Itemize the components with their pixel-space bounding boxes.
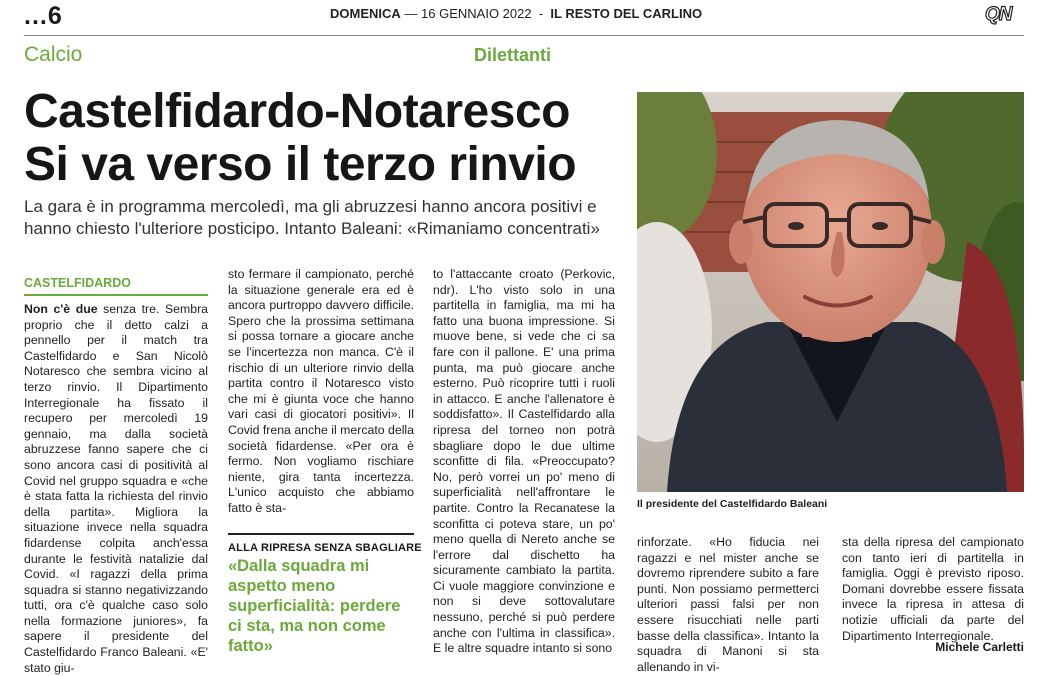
masthead-day: DOMENICA <box>330 6 401 21</box>
page-number: ...6 <box>24 2 63 30</box>
president-photo <box>637 92 1024 492</box>
masthead-newspaper: IL RESTO DEL CARLINO <box>550 6 703 21</box>
pull-quote-label: ALLA RIPRESA SENZA SBAGLIARE <box>228 542 422 554</box>
article-column-4 <box>637 535 819 675</box>
pull-quote-rule <box>228 533 414 535</box>
qn-logo: QN <box>985 4 1012 25</box>
headline-line-1: Castelfidardo-Notaresco <box>24 85 570 138</box>
summary: La gara è in programma mercoledì, ma gli abruzzesi hanno ancora positivi e hanno chiesto l'ulteriore posticipo. Intanto Baleani: «Rimaniamo concentrati» <box>24 197 600 238</box>
masthead-separator: — <box>404 6 418 21</box>
column-1-text: senza tre. Sembra proprio che il detto calzi a pennello per il match tra Castelfidardo e San Nicolò Notaresco che sembra vicino al terzo rinvio. Il Dipartimento Interregionale ha fissato il recupero per mercoledì 19 gennaio, ma dalla società abruzzese fanno sapere che ci sono ancora casi di positività al Covid nel gruppo squadra e «che è stata fatta la richiesta del rinvio della partita». Migliora la situazione invece nella squadra fidardense colpita anch'essa durante le festività natalizie dal Covid. «I ragazzi della prima squadra si stanno negativizzando tutti, ora c'è qualche caso solo nella formazione juniores», fa sapere il presidente del Castelfidardo Franco Baleani. «E' stato giu- <box>24 302 209 675</box>
header-rule <box>24 35 1024 36</box>
headline <box>24 85 634 191</box>
column-5-text: sta della ripresa del campionato con tanto ieri di partitella in famiglia. Oggi è previsto riposo. Domani dovrebbe essere fissata invece la ripresa in attesa di notizie ufficiali da parte del Dipartimento Interregionale. <box>842 535 1024 643</box>
column-2-text: sto fermare il campionato, perché la situazione generale era ed è ancora purtroppo davvero difficile. Spero che la prossima settimana si possa tornare a giocare anche se l'incertezza non manca. C'è il rischio di un ulteriore rinvio della partita contro il Notaresco visto che mi è giunta voce che hanno vari casi di giocatori positivi». Il Covid frena anche il mercato della società fidardense. «Per ora è fermo. Non vogliamo rischiare niente, gira tanta incertezza. L'unico acquisto che abbiamo fatto è sta- <box>228 267 414 515</box>
category-label: Dilettanti <box>474 45 552 65</box>
column-4-text: rinforzate. «Ho fiducia nei ragazzi e nel mister anche se dovremo riprendere subito a fare punti. Non possiamo permetterci ulteriori passi falsi per non essere risucchiati nelle parti basse della classifica». Intanto la squadra di Manoni si sta allenando in vi- <box>637 535 819 674</box>
byline: Michele Carletti <box>935 640 1024 654</box>
section-label: Calcio <box>24 43 83 66</box>
lead-bold: Non c'è due <box>24 302 98 316</box>
article-column-3 <box>433 267 615 657</box>
masthead-date: 16 GENNAIO 2022 <box>421 6 532 21</box>
headline-line-2: Si va verso il terzo rinvio <box>24 138 577 191</box>
photo-caption: Il presidente del Castelfidardo Baleani <box>637 498 828 510</box>
pull-quote: «Dalla squadra mi aspetto meno superficialità: perdere ci sta, ma non come fatto» <box>228 557 401 655</box>
kicker: CASTELFIDARDO <box>24 276 208 296</box>
article-column-5 <box>842 535 1024 644</box>
article-column-1 <box>24 302 208 676</box>
column-3-text: to l'attaccante croato (Perkovic, ndr). L'ho visto solo in una partitella in famiglia, ma mi ha fatto una buona impressione. Si muove bene, si vede che ci sa fare con il pallone. E' una prima punta, ma può giocare anche esterno. Può ricoprire tutti i ruoli in attacco. E anche l'allenatore è soddisfatto». Il Castelfidardo alla ripresa del torneo non potrà sbagliare dopo le due ultime sconfitte di fila. «Preoccupato? No, però vorrei un po' meno di superficialità nell'affrontare le partite. Contro la Recanatese la sconfitta ci poteva stare, un po' meno quella di Nereto anche se l'errore dal dischetto ha sicuramente cambiato la partita. Ci vuole maggiore convinzione e non si deve sottovalutare nessuno, perché si può perdere anche con l'ultima in classifica». E le altre squadre intanto si sono <box>433 267 615 656</box>
article-column-2 <box>228 267 414 517</box>
masthead: DOMENICA — 16 GENNAIO 2022 - IL RESTO DEL CARLINO <box>330 6 703 21</box>
